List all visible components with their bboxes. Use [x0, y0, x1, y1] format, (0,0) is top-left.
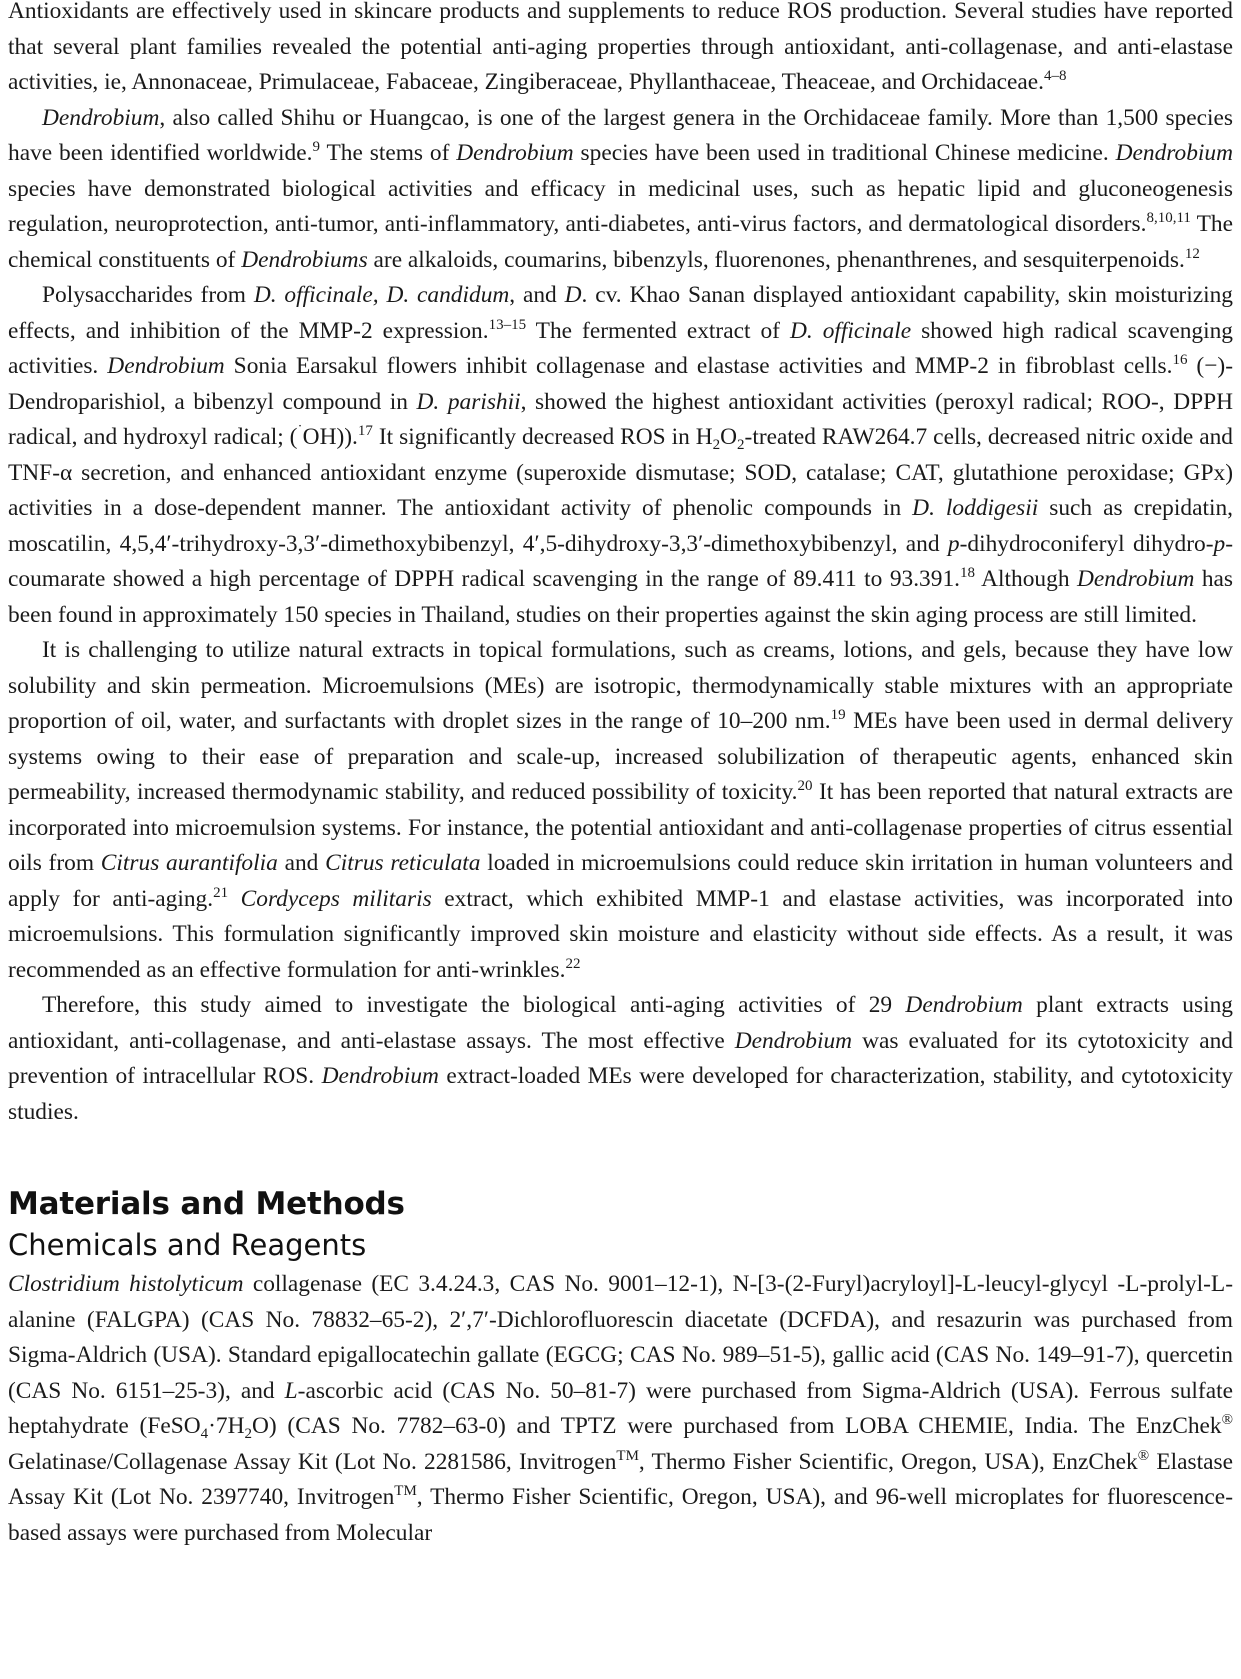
- citation-ref: 9: [312, 139, 320, 155]
- trademark: TM: [616, 1447, 639, 1464]
- citation-ref: 20: [797, 778, 813, 794]
- citation-ref: 16: [1172, 352, 1188, 368]
- radical-dot: ˙: [297, 423, 303, 439]
- paragraph-dendrobium-activities: Polysaccharides from D. officinale, D. candidum, and D. cv. Khao Sanan displayed antioxidant capability, skin moisturizing effects, and inhibition of the MMP-2 expression.$^{13-15}$ The fermented extract of D. officinale showed high radical scavenging activities. Dendrobium Sonia Earsakul flowers inhibit collagenase and elastase activities and MMP-2 in fibroblast cells.$^{16}$ (−)-Dendroparishiol, a bibenzyl compound in D. parishii, showed the highest antioxidant activities (peroxyl radical; ROO-, DPPH radical, and hydroxyl radical; (˙OH)).$^{17}$ It significantly decreased ROS in $H_2O_2$-treated RAW264.7 cells, decreased nitric oxide and TNF-α secretion, and enhanced antioxidant enzyme (superoxide dismutase; SOD, catalase; CAT, glutathione peroxidase; GPx) activities in a dose-dependent manner. The antioxidant activity of phenolic compounds in D. loddigesii such as crepidatin, moscatilin, 4,5,4′-trihydroxy-3,3′-dimethoxybibenzyl, 4′,5-dihydroxy-3,3′-dimethoxybibenzyl, and p-dihydroconiferyl dihydro-p-coumarate showed a high percentage of DPPH radical scavenging in the range of 89.411 to 93.391.18 Although Dendrobium has been found in approximately 150 species in Thailand, studies on their properties against the skin aging process are still limited.: [8, 282, 1234, 628]
- citation-ref: 4–8: [1043, 68, 1067, 84]
- citation-ref: 17: [357, 423, 373, 439]
- citation-ref: 22: [565, 955, 581, 972]
- citation-ref: 21: [213, 884, 229, 901]
- registered-mark: ®: [1137, 1447, 1150, 1464]
- citation-ref: 13–15: [488, 316, 527, 333]
- subsection-heading: Chemicals and Reagents: [8, 1228, 367, 1262]
- citation-ref: 19: [830, 707, 846, 723]
- paragraph-chemicals: Clostridium histolyticum collagenase (EC 3.4.24.3, CAS No. 9001–12-1), N-[3-(2-Furyl)acryloyl]-L-leucyl-glycyl -L-prolyl-L-alanine (FALGPA) (CAS No. 78832–65-2), 2′,7′-Dichlorofluorescin diacetate (DCFDA), and resazurin was purchased from Sigma-Aldrich (USA). Standard epigallocatechin gallate (EGCG; CAS No. 989–51-5), gallic acid (CAS No. 149–91-7), quercetin (CAS No. 6151–25-3), and L-ascorbic acid (CAS No. 50–81-7) were purchased from Sigma-Aldrich (USA). Ferrous sulfate heptahydrate $(FeSO_4\cdot 7H_2O)$ (CAS No. 7782–63-0) and TPTZ were purchased from LOBA CHEMIE, India. The EnzChek® Gelatinase/Collagenase Assay Kit (Lot No. 2281586, Invitrogen™, Thermo Fisher Scientific, Oregon, USA), EnzChek® Elastase Assay Kit (Lot No. 2397740, Invitrogen™, Thermo Fisher Scientific, Oregon, USA), and 96-well microplates for fluorescence-based assays were purchased from Molecular: [8, 1271, 1233, 1546]
- paragraph-antioxidants-intro: Antioxidants are effectively used in skincare products and supplements to reduce ROS production. Several studies have reported that several plant families revealed the potential anti-aging properties through antioxidant, anti-collagenase, and anti-elastase activities, ie, Annonaceae, Primulaceae, Fabaceae, Zingiberaceae, Phyllanthaceae, Theaceae, and Orchidaceae.$^{4-8}$: [8, 0, 1233, 95]
- citation-ref: 8,10,11: [1146, 210, 1191, 226]
- trademark: TM: [394, 1483, 417, 1499]
- registered-mark: ®: [1221, 1412, 1233, 1428]
- paragraph-microemulsions: It is challenging to utilize natural extracts in topical formulations, such as creams, lotions, and gels, because they have low solubility and skin permeation. Microemulsions (MEs) are isotropic, thermodynamically stable mixtures with an appropriate proportion of oil, water, and surfactants with droplet sizes in the range of 10–200 nm.$^{19}$ MEs have been used in dermal delivery systems owing to their ease of preparation and scale-up, increased solubilization of therapeutic agents, enhanced skin permeability, increased thermodynamic stability, and reduced possibility of toxicity.$^{20}$ It has been reported that natural extracts are incorporated into microemulsion systems. For instance, the potential antioxidant and anti-collagenase properties of citrus essential oils from Citrus aurantifolia and Citrus reticulata loaded in microemulsions could reduce skin irritation in human volunteers and apply for anti-aging.$^{21}$ Cordyceps militaris extract, which exhibited MMP-1 and elastase activities, was incorporated into microemulsions. This formulation significantly improved skin moisture and elasticity without side effects. As a result, it was recommended as an effective formulation for anti-wrinkles.$^{22}$: [8, 637, 1234, 983]
- paper-page: [8, 0, 1233, 1551]
- citation-ref: 18: [960, 565, 975, 581]
- paragraph-study-aim: Therefore, this study aimed to investigate the biological anti-aging activities of 29 Dendrobium plant extracts using antioxidant, anti-collagenase, and anti-elastase assays. The most effective Dendrobium was evaluated for its cytotoxicity and prevention of intracellular ROS. Dendrobium extract-loaded MEs were developed for characterization, stability, and cytotoxicity studies.: [8, 992, 1233, 1125]
- citation-ref: 12: [1184, 245, 1200, 262]
- paragraph-dendrobium-overview: Dendrobium, also called Shihu or Huangcao, is one of the largest genera in the Orchidaceae family. More than 1,500 species have been identified worldwide.$^9$ The stems of Dendrobium species have been used in traditional Chinese medicine. Dendrobium species have demonstrated biological activities and efficacy in medicinal uses, such as hepatic lipid and gluconeogenesis regulation, neuroprotection, anti-tumor, anti-inflammatory, anti-diabetes, anti-virus factors, and dermatological disorders.$^{8,10,11}$ The chemical constituents of Dendrobiums are alkaloids, coumarins, bibenzyls, fluorenones, phenanthrenes, and sesquiterpenoids.$^{12}$: [8, 104, 1234, 273]
- section-heading: Materials and Methods: [8, 1186, 405, 1222]
